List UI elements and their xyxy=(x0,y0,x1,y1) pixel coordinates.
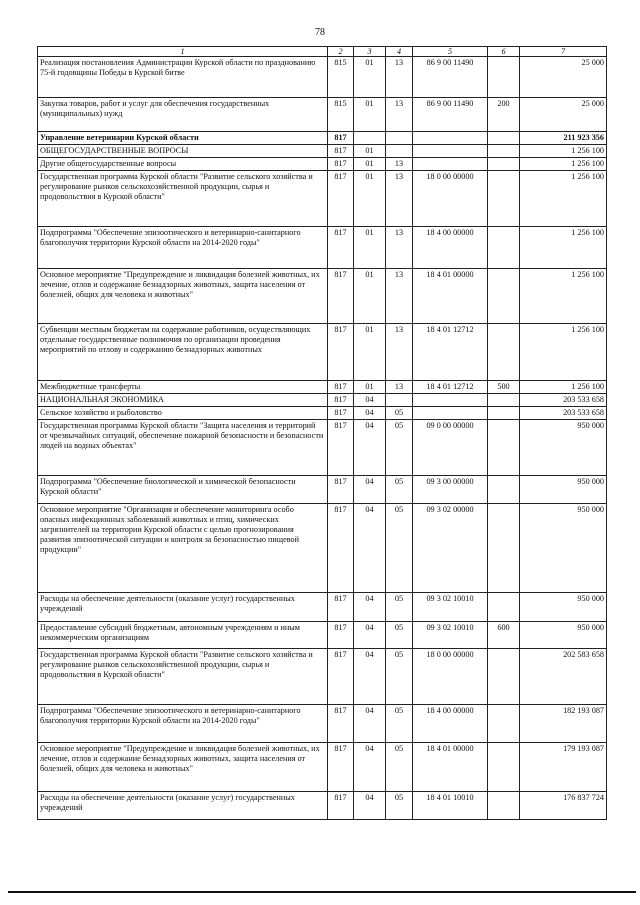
subsection-code-cell: 05 xyxy=(386,792,413,820)
expense-type-cell xyxy=(488,743,520,792)
column-header: 3 xyxy=(354,47,386,57)
table-header-row xyxy=(38,47,607,57)
target-article-cell xyxy=(413,394,488,407)
row-name-cell: Расходы на обеспечение деятельности (оказание услуг) государственных учреждений xyxy=(38,593,328,622)
subsection-code-cell: 05 xyxy=(386,420,413,476)
section-code-cell: 04 xyxy=(354,420,386,476)
target-article-cell: 09 3 02 10010 xyxy=(413,593,488,622)
section-code-cell: 01 xyxy=(354,324,386,381)
expense-type-cell xyxy=(488,792,520,820)
ministry-code-cell: 817 xyxy=(328,792,354,820)
row-name-cell: Государственная программа Курской области "Защита населения и территорий от чрезвычайных ситуаций, обеспечение пожарной безопасности и безопасности людей на водных объектах" xyxy=(38,420,328,476)
subsection-code-cell: 13 xyxy=(386,227,413,269)
subsection-code-cell: 05 xyxy=(386,407,413,420)
budget-table xyxy=(37,46,607,820)
page-number: 78 xyxy=(315,27,325,38)
table-body xyxy=(38,57,607,820)
table-row xyxy=(38,98,607,132)
target-article-cell: 18 0 00 00000 xyxy=(413,171,488,227)
expense-type-cell xyxy=(488,407,520,420)
amount-cell: 202 583 658 xyxy=(520,649,607,705)
table-row xyxy=(38,269,607,324)
subsection-code-cell: 05 xyxy=(386,593,413,622)
subsection-code-cell xyxy=(386,394,413,407)
expense-type-cell xyxy=(488,145,520,158)
column-header: 2 xyxy=(328,47,354,57)
ministry-code-cell: 817 xyxy=(328,227,354,269)
ministry-code-cell: 817 xyxy=(328,381,354,394)
footer-rule xyxy=(8,891,636,893)
target-article-cell: 09 3 02 00000 xyxy=(413,504,488,593)
column-header: 1 xyxy=(38,47,328,57)
ministry-code-cell: 815 xyxy=(328,98,354,132)
amount-cell: 1 256 100 xyxy=(520,269,607,324)
table-row xyxy=(38,381,607,394)
amount-cell: 25 000 xyxy=(520,98,607,132)
table-row xyxy=(38,792,607,820)
expense-type-cell xyxy=(488,158,520,171)
amount-cell: 211 923 356 xyxy=(520,132,607,145)
row-name-cell: Предоставление субсидий бюджетным, автономным учреждениям и иным некоммерческим организациям xyxy=(38,622,328,649)
table-row xyxy=(38,227,607,269)
expense-type-cell xyxy=(488,171,520,227)
subsection-code-cell: 05 xyxy=(386,476,413,504)
ministry-code-cell: 817 xyxy=(328,171,354,227)
row-name-cell: Субвенции местным бюджетам на содержание работников, осуществляющих отдельные государственные полномочия по организации проведения мероприятий по отлову и содержанию безнадзорных животных xyxy=(38,324,328,381)
ministry-code-cell: 817 xyxy=(328,407,354,420)
column-header: 5 xyxy=(413,47,488,57)
subsection-code-cell xyxy=(386,132,413,145)
table-row xyxy=(38,407,607,420)
row-name-cell: Основное мероприятие "Предупреждение и ликвидация болезней животных, их лечение, отлов и содержание безнадзорных животных, защита населения от болезней, общих для человека и животных" xyxy=(38,269,328,324)
amount-cell: 950 000 xyxy=(520,593,607,622)
row-name-cell: Основное мероприятие "Организация и обеспечение мониторинга особо опасных инфекционных заболеваний животных и птиц, химических загрязнителей на территории Курской области с целью прогнозирования развития эпизоотической ситуации и контроля за безопасностью пищевой продукции" xyxy=(38,504,328,593)
section-code-cell: 01 xyxy=(354,98,386,132)
section-code-cell: 04 xyxy=(354,504,386,593)
section-code-cell: 01 xyxy=(354,158,386,171)
expense-type-cell xyxy=(488,57,520,98)
target-article-cell: 86 9 00 11490 xyxy=(413,98,488,132)
row-name-cell: Государственная программа Курской области "Развитие сельского хозяйства и регулирование рынков сельскохозяйственной продукции, сырья и продовольствия в Курской области" xyxy=(38,649,328,705)
table-row xyxy=(38,158,607,171)
target-article-cell: 86 9 00 11490 xyxy=(413,57,488,98)
expense-type-cell xyxy=(488,504,520,593)
section-code-cell: 04 xyxy=(354,476,386,504)
table-row xyxy=(38,476,607,504)
target-article-cell: 09 3 02 10010 xyxy=(413,622,488,649)
amount-cell: 1 256 100 xyxy=(520,227,607,269)
amount-cell: 1 256 100 xyxy=(520,171,607,227)
expense-type-cell: 600 xyxy=(488,622,520,649)
subsection-code-cell: 13 xyxy=(386,158,413,171)
amount-cell: 1 256 100 xyxy=(520,381,607,394)
expense-type-cell xyxy=(488,649,520,705)
target-article-cell: 18 4 00 00000 xyxy=(413,227,488,269)
amount-cell: 1 256 100 xyxy=(520,158,607,171)
target-article-cell: 18 4 00 00000 xyxy=(413,705,488,743)
section-code-cell xyxy=(354,132,386,145)
ministry-code-cell: 817 xyxy=(328,622,354,649)
ministry-code-cell: 817 xyxy=(328,476,354,504)
ministry-code-cell: 817 xyxy=(328,743,354,792)
table-row xyxy=(38,394,607,407)
row-name-cell: Государственная программа Курской области "Развитие сельского хозяйства и регулирование рынков сельскохозяйственной продукции, сырья и продовольствия в Курской области" xyxy=(38,171,328,227)
ministry-code-cell: 815 xyxy=(328,57,354,98)
section-code-cell: 04 xyxy=(354,622,386,649)
subsection-code-cell: 05 xyxy=(386,622,413,649)
amount-cell: 182 193 087 xyxy=(520,705,607,743)
ministry-code-cell: 817 xyxy=(328,593,354,622)
expense-type-cell xyxy=(488,705,520,743)
section-code-cell: 04 xyxy=(354,394,386,407)
target-article-cell xyxy=(413,158,488,171)
ministry-code-cell: 817 xyxy=(328,158,354,171)
target-article-cell: 18 4 01 00000 xyxy=(413,743,488,792)
table-row xyxy=(38,649,607,705)
row-name-cell: Подпрограмма "Обеспечение биологической и химической безопасности Курской области" xyxy=(38,476,328,504)
ministry-code-cell: 817 xyxy=(328,269,354,324)
expense-type-cell xyxy=(488,420,520,476)
subsection-code-cell: 05 xyxy=(386,743,413,792)
table-row xyxy=(38,705,607,743)
expense-type-cell xyxy=(488,132,520,145)
section-code-cell: 01 xyxy=(354,381,386,394)
subsection-code-cell: 13 xyxy=(386,57,413,98)
subsection-code-cell: 05 xyxy=(386,649,413,705)
target-article-cell: 18 4 01 10010 xyxy=(413,792,488,820)
subsection-code-cell: 13 xyxy=(386,381,413,394)
ministry-code-cell: 817 xyxy=(328,649,354,705)
ministry-code-cell: 817 xyxy=(328,324,354,381)
section-code-cell: 04 xyxy=(354,407,386,420)
amount-cell: 950 000 xyxy=(520,504,607,593)
table-row xyxy=(38,743,607,792)
section-code-cell: 01 xyxy=(354,171,386,227)
amount-cell: 950 000 xyxy=(520,622,607,649)
ministry-code-cell: 817 xyxy=(328,420,354,476)
section-code-cell: 04 xyxy=(354,705,386,743)
ministry-code-cell: 817 xyxy=(328,132,354,145)
table-row xyxy=(38,420,607,476)
expense-type-cell: 200 xyxy=(488,98,520,132)
expense-type-cell xyxy=(488,394,520,407)
target-article-cell xyxy=(413,132,488,145)
subsection-code-cell: 13 xyxy=(386,269,413,324)
amount-cell: 203 533 658 xyxy=(520,407,607,420)
section-code-cell: 01 xyxy=(354,145,386,158)
section-code-cell: 04 xyxy=(354,593,386,622)
subsection-code-cell: 13 xyxy=(386,171,413,227)
row-name-cell: Другие общегосударственные вопросы xyxy=(38,158,328,171)
row-name-cell: Подпрограмма "Обеспечение эпизоотического и ветеринарно-санитарного благополучия территории Курской области на 2014-2020 годы" xyxy=(38,227,328,269)
ministry-code-cell: 817 xyxy=(328,394,354,407)
target-article-cell xyxy=(413,145,488,158)
expense-type-cell xyxy=(488,476,520,504)
table-row xyxy=(38,324,607,381)
ministry-code-cell: 817 xyxy=(328,504,354,593)
target-article-cell: 18 4 01 12712 xyxy=(413,381,488,394)
ministry-code-cell: 817 xyxy=(328,145,354,158)
subsection-code-cell: 13 xyxy=(386,98,413,132)
subsection-code-cell xyxy=(386,145,413,158)
amount-cell: 950 000 xyxy=(520,476,607,504)
table-row xyxy=(38,504,607,593)
row-name-cell: Межбюджетные трансферты xyxy=(38,381,328,394)
row-name-cell: НАЦИОНАЛЬНАЯ ЭКОНОМИКА xyxy=(38,394,328,407)
expense-type-cell xyxy=(488,593,520,622)
target-article-cell: 09 3 00 00000 xyxy=(413,476,488,504)
row-name-cell: ОБЩЕГОСУДАРСТВЕННЫЕ ВОПРОСЫ xyxy=(38,145,328,158)
row-name-cell: Основное мероприятие "Предупреждение и ликвидация болезней животных, их лечение, отлов и содержание безнадзорных животных, защита населения от болезней, общих для человека и животных" xyxy=(38,743,328,792)
target-article-cell xyxy=(413,407,488,420)
target-article-cell: 09 0 00 00000 xyxy=(413,420,488,476)
row-name-cell: Управление ветеринарии Курской области xyxy=(38,132,328,145)
amount-cell: 176 837 724 xyxy=(520,792,607,820)
section-code-cell: 04 xyxy=(354,649,386,705)
table-row xyxy=(38,132,607,145)
target-article-cell: 18 4 01 12712 xyxy=(413,324,488,381)
section-code-cell: 01 xyxy=(354,57,386,98)
row-name-cell: Реализация постановления Администрации Курской области по празднованию 75-й годовщины Победы в Курской битве xyxy=(38,57,328,98)
section-code-cell: 04 xyxy=(354,743,386,792)
expense-type-cell xyxy=(488,324,520,381)
column-header: 4 xyxy=(386,47,413,57)
table-row xyxy=(38,57,607,98)
amount-cell: 1 256 100 xyxy=(520,324,607,381)
target-article-cell: 18 0 00 00000 xyxy=(413,649,488,705)
amount-cell: 950 000 xyxy=(520,420,607,476)
subsection-code-cell: 05 xyxy=(386,705,413,743)
table-row xyxy=(38,171,607,227)
row-name-cell: Закупка товаров, работ и услуг для обеспечения государственных (муниципальных) нужд xyxy=(38,98,328,132)
amount-cell: 1 256 100 xyxy=(520,145,607,158)
row-name-cell: Подпрограмма "Обеспечение эпизоотического и ветеринарно-санитарного благополучия территории Курской области на 2014-2020 годы" xyxy=(38,705,328,743)
expense-type-cell xyxy=(488,227,520,269)
amount-cell: 203 533 658 xyxy=(520,394,607,407)
section-code-cell: 01 xyxy=(354,269,386,324)
row-name-cell: Сельское хозяйство и рыболовство xyxy=(38,407,328,420)
table-row xyxy=(38,593,607,622)
target-article-cell: 18 4 01 00000 xyxy=(413,269,488,324)
amount-cell: 179 193 087 xyxy=(520,743,607,792)
column-header: 7 xyxy=(520,47,607,57)
subsection-code-cell: 05 xyxy=(386,504,413,593)
row-name-cell: Расходы на обеспечение деятельности (оказание услуг) государственных учреждений xyxy=(38,792,328,820)
expense-type-cell: 500 xyxy=(488,381,520,394)
expense-type-cell xyxy=(488,269,520,324)
subsection-code-cell: 13 xyxy=(386,324,413,381)
table-row xyxy=(38,145,607,158)
section-code-cell: 01 xyxy=(354,227,386,269)
column-header: 6 xyxy=(488,47,520,57)
amount-cell: 25 000 xyxy=(520,57,607,98)
section-code-cell: 04 xyxy=(354,792,386,820)
table-row xyxy=(38,622,607,649)
ministry-code-cell: 817 xyxy=(328,705,354,743)
